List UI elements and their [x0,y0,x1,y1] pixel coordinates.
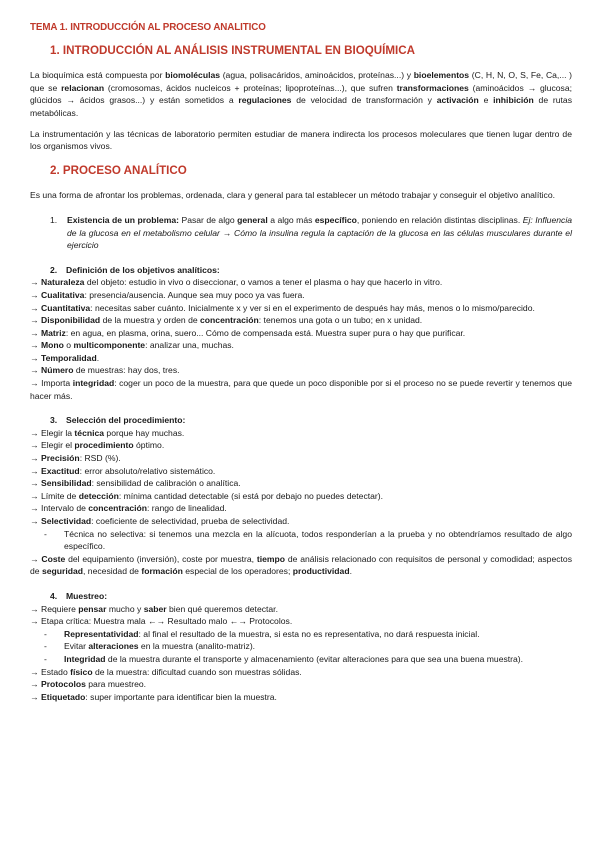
list-item: → Etapa crítica: Muestra mala ←→ Resultado malo ←→ Protocolos. [30,616,293,627]
document-title: TEMA 1. INTRODUCCIÓN AL PROCESO ANALITICO [30,22,266,33]
sub-list-item: - Técnica no selectiva: si tenemos una mezcla en la alícuota, todos responderían a la prueba y no obtendríamos resultado de algo específico. [44,528,572,552]
list-item: → Número de muestras: hay dos, tres. [30,365,180,376]
item-procedure-heading [50,414,572,427]
list-item: → Requiere pensar mucho y saber bien qué queremos detectar. [30,603,278,614]
list-item: → Naturaleza del objeto: estudio in vivo o diseccionar, o vamos a tener el plasma o hay que hacerlo in vitro. [30,277,443,288]
list-item: → Temporalidad. [30,352,100,363]
section-1-heading: 1. INTRODUCCIÓN AL ANÁLISIS INSTRUMENTAL EN BIOQUÍMICA [50,43,415,57]
item-number: 3. [50,415,58,426]
list-item: → Selectividad: coeficiente de selectividad, prueba de selectividad. [30,516,290,526]
sub-list-item: - Integridad de la muestra durante el transporte y almacenamiento (evitar alteraciones para que sea una buena muestra). [44,653,524,664]
sub-list-item: - Evitar alteraciones en la muestra (analito-matriz). [44,641,256,652]
item-text: Existencia de un problema: Pasar de algo general a algo más específico, poniendo en relación distintas disciplinas. Ej: Influencia de la glucosa en el metabolismo celular → Cómo la insulina regula la captación de la glucosa en las células musculares durante el ejercicio [67,214,573,251]
section-2-heading: 2. PROCESO ANALÍTICO [50,163,187,177]
list-item: → Importa integridad: coger un poco de la muestra, para que quede un poco disponible por si el proceso no se puede revertir y tenemos que hacer más. [30,378,572,401]
item-problem [50,214,572,252]
list-item: → Matriz: en agua, en plasma, orina, suero... Cómo de compensada está. Muestra super pura o hay que purificar. [30,327,466,338]
list-item: → Cualitativa: presencia/ausencia. Aunque sea muy poco ya vas fuera. [30,289,305,300]
item-number: 2. [50,264,58,275]
sub-list-item: - Representatividad: al final el resultado de la muestra, si esta no es representativa, no dará respuesta inicial. [44,628,480,639]
list-item: → Elegir la técnica porque hay muchas. [30,427,185,438]
list-item: → Intervalo de concentración: rango de linealidad. [30,503,227,514]
list-item: → Etiquetado: super importante para identificar bien la muestra. [30,691,277,702]
paragraph-instrumentation: La instrumentación y las técnicas de laboratorio permiten estudiar de manera indirecta los procesos moleculares que tienen lugar dentro de los organismos vivos. [30,128,572,152]
list-item: → Elegir el procedimiento óptimo. [30,440,165,451]
paragraph-biochemistry: La bioquímica está compuesta por biomoléculas (agua, polisacáridos, aminoácidos, proteínas...) y bioelementos (C, H, N, O, S, Fe, Ca,... ) que se relacionan (cromosomas, ácidos nucleicos + proteínas; lipoproteínas...), que sufren transformaciones (aminoácidos → glucosa; glúcidos → ácidos grasos...) y están sometidos a regulaciones de velocidad de transformación y activación e inhibición de rutas metabólicas. [30,70,573,118]
list-item: → Precisión: RSD (%). [30,453,121,464]
item-heading: Selección del procedimiento: [66,415,186,426]
paragraph-analytic-process: Es una forma de afrontar los problemas, ordenada, clara y general para tal establecer un método trabajar y conseguir el objetivo analítico. [30,190,555,201]
list-item: → Disponibilidad de la muestra y orden de concentración: tenemos una gota o un tubo; en x unidad. [30,315,423,326]
item-heading: Definición de los objetivos analíticos: [66,264,220,275]
item-heading: Muestreo: [66,590,108,601]
list-item: → Exactitud: error absoluto/relativo sistemático. [30,465,216,476]
list-item: → Sensibilidad: sensibilidad de calibración o analítica. [30,478,241,489]
item-sampling-heading [50,590,572,603]
list-item: → Protocolos para muestreo. [30,679,147,690]
list-item: → Coste del equipamiento (inversión), coste por muestra, tiempo de análisis relacionado con requisitos de personal y comodidad; aspectos de seguridad, necesidad de formación especial de los operadores; productividad. [30,553,572,577]
list-item: → Límite de detección: mínima cantidad detectable (si está por debajo no puedes detectar). [30,490,384,501]
list-item: → Cuantitativa: necesitas saber cuánto. Inicialmente x y ver si en el experimento de después hay más, menos o lo mismo/parecido. [30,302,535,313]
item-number: 1. [50,214,58,225]
item-objectives-heading [50,264,572,277]
list-item: → Mono o multicomponente: analizar una, muchas. [30,340,234,351]
document-page [30,22,572,703]
item-number: 4. [50,590,58,601]
list-item: → Estado físico de la muestra: dificultad cuando son muestras sólidas. [30,666,302,677]
